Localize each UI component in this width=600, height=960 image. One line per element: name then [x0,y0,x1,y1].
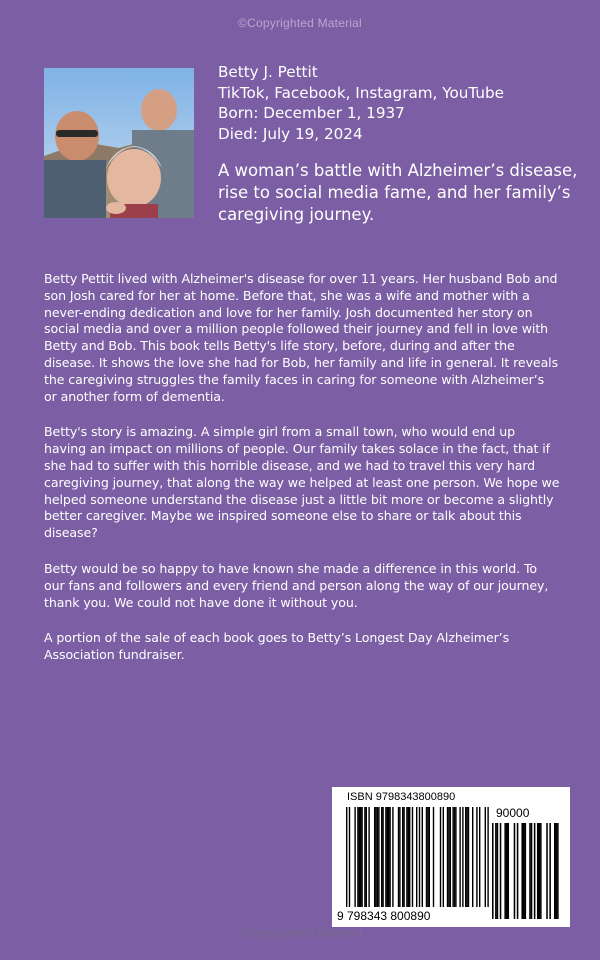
barcode-bar [408,807,409,907]
barcode-bar [448,807,449,907]
barcode-bar [416,807,417,907]
barcode-bar [398,807,399,907]
barcode-bar [364,807,365,907]
barcode-bar [357,807,358,907]
barcode-bar [375,807,376,907]
barcode-bar [476,807,477,907]
author-family-photo [44,68,194,218]
barcode-bar [354,807,355,907]
barcode-bars [332,787,570,927]
barcode-bar [366,807,367,907]
copyright-watermark-bottom: ©Copyrighted Material [238,926,362,940]
barcode-digits: 9 798343 800890 [337,909,431,923]
barcode-bar [531,823,533,919]
barcode-bar [462,807,463,907]
author-name: Betty J. Pettit [218,63,318,81]
barcode-bar [427,807,428,907]
barcode-bar [500,823,502,919]
barcode-bar [346,807,347,907]
birth-date: Born: December 1, 1937 [218,104,405,122]
author-info [218,62,578,144]
barcode-bar [504,823,506,919]
barcode-bar [382,807,383,907]
blurb-paragraph: Betty Pettit lived with Alzheimer's disease for over 11 years. Her husband Bob and son Josh cared for her at home. Before that, she was a wife and mother with a never-ending dedication and love for her family. Josh documented her story on social media and over a million people followed their journey and fell in love with Betty and Bob. This book tells Betty's life story, before, during and after the disease. It shows the love she had for Bob, her family and life in general. It reveals the caregiving struggles the family faces in caring for someone with Alzheimer’s or another form of dementia. [44,271,559,404]
barcode-bar [549,823,551,919]
book-tagline: A woman’s battle with Alzheimer’s disease, rise to social media fame, and her family’s caregiving journey. [218,161,578,224]
barcode-bar [406,807,407,907]
barcode-bar [459,807,460,907]
barcode-bar [540,823,542,919]
barcode-bar [422,807,423,907]
barcode-bar [525,823,527,919]
barcode-bar [378,807,379,907]
barcode-bar [495,823,497,919]
barcode-bar [465,807,466,907]
barcode-bar [389,807,390,907]
barcode-bar [546,823,548,919]
barcode-bar [487,807,488,907]
barcode-bar [466,807,467,907]
isbn-label: ISBN 9798343800890 [347,791,456,803]
barcode-bar [409,807,410,907]
barcode-bar [479,807,480,907]
barcode-bar [508,823,510,919]
barcode-bar [534,823,536,919]
barcode-bar [454,807,455,907]
barcode-bar [429,807,430,907]
barcode-bar [361,807,362,907]
barcode-bar [433,807,434,907]
barcode-bar [385,807,386,907]
barcode-bar [381,807,382,907]
barcode-bar [387,807,388,907]
barcode-bar [556,823,558,919]
barcode-bar [349,807,350,907]
social-platforms: TikTok, Facebook, Instagram, YouTube [218,83,504,102]
barcode-bar [419,807,420,907]
copyright-watermark-top: ©Copyrighted Material [238,16,362,30]
barcode-bar [557,823,559,919]
barcode-bar [412,807,413,907]
barcode-bar [368,807,369,907]
barcode-bar [485,807,486,907]
isbn-barcode [332,787,570,927]
barcode-bar [440,807,441,907]
death-date: Died: July 19, 2024 [218,124,363,143]
barcode-bar [374,807,375,907]
barcode-bar [388,807,389,907]
barcode-bar [529,823,531,919]
barcode-bar [539,823,541,919]
barcode-bar [359,807,360,907]
barcode-bar [403,807,404,907]
barcode-bar [517,823,519,919]
blurb-paragraph: Betty's story is amazing. A simple girl from a small town, who would end up having an impact on millions of people. Our family takes solace in the fact, that if she had to suffer with this horrible disease, and we had to travel this very hard caregiving journey, that along the way we helped at least one person. We hope we helped someone understand the disease just a little bit more or become a slightly better caregiver. Maybe we inspired someone else to share or talk about this disease? [44,424,560,541]
barcode-bar [497,823,499,919]
barcode-bar [402,807,403,907]
price-addon-digits: 90000 [496,806,530,820]
barcode-bar [377,807,378,907]
barcode-bar [523,823,525,919]
barcode-bar [514,823,516,919]
barcode-bar [492,823,494,919]
blurb-paragraph: A portion of the sale of each book goes to Betty’s Longest Day Alzheimer’s Association fundraiser. [44,630,510,663]
barcode-bar [426,807,427,907]
barcode-bar [455,807,456,907]
barcode-bar [399,807,400,907]
barcode-bar [506,823,508,919]
barcode-bar [452,807,453,907]
barcode-bar [450,807,451,907]
barcode-bar [443,807,444,907]
blurb-paragraph: Betty would be so happy to have known she made a difference in this world. To our fans and followers and every friend and person along the way of our journey, thank you. We could not have done it without you. [44,560,549,610]
barcode-bar [537,823,539,919]
barcode-bar [447,807,448,907]
barcode-bar [468,807,469,907]
barcode-bar [521,823,523,919]
barcode-bar [472,807,473,907]
barcode-bar [554,823,556,919]
barcode-bar [392,807,393,907]
barcode-bar [360,807,361,907]
back-cover-blurb [44,271,560,683]
